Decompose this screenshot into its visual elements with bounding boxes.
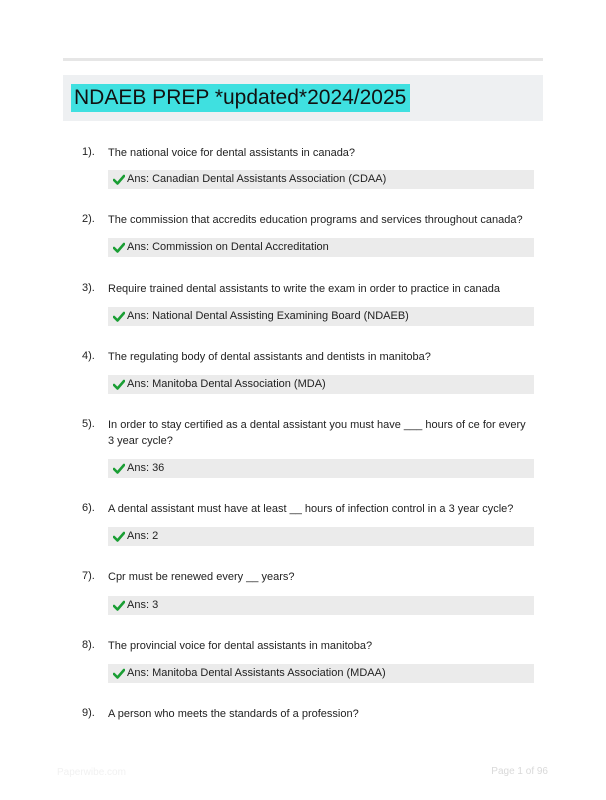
- answer-box: [108, 170, 534, 189]
- question-text: The national voice for dental assistants in canada?: [108, 147, 356, 159]
- question-number: 1).: [82, 146, 95, 158]
- answer-text: Ans: Manitoba Dental Assistants Association (MDAA): [127, 667, 386, 679]
- question-number: 7).: [82, 570, 95, 582]
- question-text: In order to stay certified as a dental assistant you must have ___ hours of ce for every 3 year cycle?: [108, 419, 526, 447]
- question-number: 5).: [82, 418, 95, 430]
- answer-text: Ans: Canadian Dental Assistants Association (CDAA): [127, 173, 387, 185]
- question-text: Cpr must be renewed every __ years?: [108, 571, 295, 583]
- question-text: The regulating body of dental assistants and dentists in manitoba?: [108, 351, 431, 363]
- question-text: The provincial voice for dental assistants in manitoba?: [108, 640, 373, 652]
- answer-box: [108, 375, 534, 394]
- check-icon: [113, 531, 125, 542]
- question-number: 2).: [82, 213, 95, 225]
- answer-text: Ans: Manitoba Dental Association (MDA): [127, 378, 326, 390]
- check-icon: [113, 463, 125, 474]
- check-icon: [113, 379, 125, 390]
- question-number: 3).: [82, 282, 95, 294]
- footer-page-number: Page 1 of 96: [491, 766, 548, 777]
- question-text: A dental assistant must have at least __ hours of infection control in a 3 year cycle?: [108, 503, 514, 515]
- question-number: 6).: [82, 502, 95, 514]
- question-text: The commission that accredits education programs and services throughout canada?: [108, 214, 523, 226]
- check-icon: [113, 311, 125, 322]
- answer-box: [108, 596, 534, 615]
- question-number: 4).: [82, 350, 95, 362]
- answer-box: [108, 527, 534, 546]
- answer-box: [108, 664, 534, 683]
- answer-text: Ans: Commission on Dental Accreditation: [127, 241, 329, 253]
- question-number: 8).: [82, 639, 95, 651]
- answer-text: Ans: 3: [127, 599, 159, 611]
- check-icon: [113, 668, 125, 679]
- question-text: A person who meets the standards of a profession?: [108, 708, 359, 720]
- document-title: NDAEB PREP *updated*2024/2025: [71, 84, 410, 112]
- answer-box: [108, 307, 534, 326]
- answer-text: Ans: 2: [127, 530, 159, 542]
- check-icon: [113, 242, 125, 253]
- question-text: Require trained dental assistants to write the exam in order to practice in canada: [108, 283, 500, 295]
- answer-text: Ans: National Dental Assisting Examining Board (NDAEB): [127, 310, 409, 322]
- answer-box: [108, 238, 534, 257]
- answer-text: Ans: 36: [127, 462, 165, 474]
- answer-box: [108, 459, 534, 478]
- question-number: 9).: [82, 707, 95, 719]
- check-icon: [113, 600, 125, 611]
- check-icon: [113, 174, 125, 185]
- footer-site-watermark: Paperwibe.com: [57, 767, 126, 778]
